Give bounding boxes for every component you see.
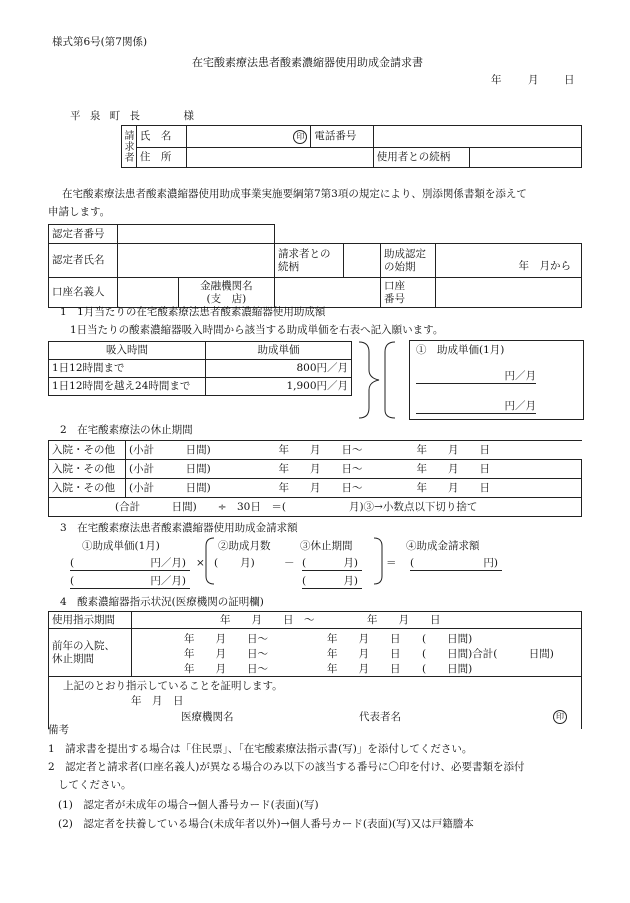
row-price-1: 800円／月 <box>206 360 352 378</box>
cert-number-label: 認定者番号 <box>49 225 118 244</box>
col-header-price: 助成単価 <box>206 342 352 360</box>
intro-text: 在宅酸素療法患者酸素濃縮器使用助成事業実施要綱第7第3項の規定により、別添関係書類を添えて <box>62 188 527 200</box>
cert-name-field[interactable] <box>118 244 275 278</box>
row-time-1: 1日12時間まで <box>49 360 206 378</box>
certification-cell <box>49 677 582 729</box>
bank-label: 金融機関名 (支 店) <box>178 278 274 308</box>
note-1: 1 請求書を提出する場合は「住民票」、「在宅酸素療法指示書(写)」を添付してください。 <box>48 743 473 755</box>
phone-label: 電話番号 <box>311 126 373 148</box>
relation-to-applicant-label: 請求者との 続柄 <box>275 244 344 278</box>
brace-icon <box>355 340 415 420</box>
applicant-table <box>121 125 582 168</box>
relation-label: 使用者との続柄 <box>373 148 469 168</box>
equals-sign: ＝ <box>386 557 397 569</box>
address-label: 住 所 <box>136 148 186 168</box>
form-number: 様式第6号(第7関係) <box>52 36 148 48</box>
certification-table <box>48 224 582 308</box>
col-header-time: 吸入時間 <box>49 342 206 360</box>
start-label: 助成認定 の始期 <box>381 244 436 278</box>
cert-name-label: 認定者氏名 <box>49 244 118 278</box>
pause-row-label-2: 入院・その他 <box>49 460 126 479</box>
relation-to-applicant-field[interactable] <box>344 244 381 278</box>
applicant-vertical-label: 請求者 <box>122 126 137 168</box>
minus-sign: － <box>284 557 295 569</box>
pause-row-2[interactable]: (小計 日間) 年 月 日～ 年 月 日 <box>126 460 582 479</box>
times-sign: × <box>196 557 205 569</box>
unit-price-input-2[interactable]: 円／月 <box>416 400 536 414</box>
unit-price-input-b[interactable]: ( 円／月) <box>70 575 190 589</box>
row-price-2: 1,900円／月 <box>206 378 352 396</box>
unit-price-input-1[interactable]: 円／月 <box>416 370 536 384</box>
pause-row-label-1: 入院・その他 <box>49 441 126 460</box>
unit-price-input-a[interactable]: ( 円／月) <box>70 557 190 571</box>
account-holder-label: 口座名義人 <box>49 278 118 308</box>
date-month: 月 <box>528 74 539 86</box>
prev-period-label: 前年の入院、 休止期間 <box>49 629 132 677</box>
label-unit-price: ①助成単価(1月) <box>82 540 160 552</box>
notes-heading: 備考 <box>48 724 69 736</box>
row-time-2: 1日12時間を越え24時間まで <box>49 378 206 396</box>
address-field[interactable] <box>187 148 373 168</box>
name-field[interactable] <box>187 126 311 148</box>
page-title: 在宅酸素療法患者酸素濃縮器使用助成金請求書 <box>192 56 423 69</box>
cert-number-field[interactable] <box>118 225 275 244</box>
account-holder-field[interactable] <box>118 278 179 308</box>
seal-icon: 印 <box>293 130 307 144</box>
section1-note: 1日当たりの酸素濃縮器吸入時間から該当する助成単価を右表へ記入願います。 <box>70 324 444 336</box>
instruction-table <box>48 611 582 729</box>
note-sub-2: (2) 認定者を扶養している場合(未成年者以外)→個人番号カード(表面)(写)又は戸籍謄本 <box>58 818 474 830</box>
pause-table <box>48 440 582 517</box>
note-sub-1: (1) 認定者が未成年の場合→個人番号カード(表面)(写) <box>58 799 319 811</box>
phone-field[interactable] <box>373 126 581 148</box>
pause-row-3[interactable]: (小計 日間) 年 月 日～ 年 月 日 <box>126 479 582 498</box>
section2-heading: 2 在宅酸素療法の休止期間 <box>60 424 193 436</box>
amount-input[interactable]: ( 円) <box>410 557 502 571</box>
prev-period-field[interactable]: 年 月 日～ 年 月 日～ 年 月 日～ 年 月 日 年 月 日 年 月 日 ( 日間) ( 日間)合計( 日間) ( 日間) <box>132 629 582 677</box>
cert-statement: 上記のとおり指示していることを証明します。 <box>63 680 283 692</box>
bank-field[interactable] <box>275 278 381 308</box>
unit-price-box-title: ① 助成単価(1月) <box>416 344 505 356</box>
label-months: ②助成月数 <box>218 540 271 552</box>
date-day: 日 <box>564 74 575 86</box>
months-input[interactable]: ( 月) <box>214 557 255 569</box>
pause-row-label-3: 入院・その他 <box>49 479 126 498</box>
pause-row-1[interactable]: (小計 日間) 年 月 日～ 年 月 日 <box>126 441 582 460</box>
account-number-label: 口座 番号 <box>381 278 436 308</box>
account-number-field[interactable] <box>436 278 582 308</box>
seal-icon: 印 <box>553 710 567 724</box>
label-amount: ④助成金請求額 <box>406 540 480 552</box>
pause-total-row[interactable]: (合計 日間) ÷ 30日 ＝( 月)③→小数点以下切り捨て <box>49 498 582 517</box>
section3-heading: 3 在宅酸素療法患者酸素濃縮器使用助成金請求額 <box>60 522 298 534</box>
cert-date[interactable]: 年 月 日 <box>131 695 184 707</box>
unit-price-table <box>48 341 352 396</box>
representative-label: 代表者名 <box>359 711 401 723</box>
label-pause: ③休止期間 <box>300 540 353 552</box>
start-field[interactable]: 年 月から <box>436 244 582 278</box>
pause-input-a[interactable]: ( 月) <box>302 557 362 571</box>
relation-field[interactable] <box>469 148 581 168</box>
intro-text-2: 申請します。 <box>48 206 111 218</box>
period-field[interactable]: 年 月 日 ～ 年 月 日 <box>132 612 582 629</box>
note-2: 2 認定者と請求者(口座名義人)が異なる場合のみ以下の該当する番号に〇印を付け、必要書類を添付 <box>48 761 525 773</box>
period-label: 使用指示期間 <box>49 612 132 629</box>
addressee: 平 泉 町 長 様 <box>70 110 198 122</box>
date-year: 年 <box>491 74 502 86</box>
institution-label: 医療機関名 <box>181 711 234 723</box>
note-2-cont: してください。 <box>58 779 132 791</box>
pause-input-b[interactable]: ( 月) <box>302 575 362 589</box>
section1-heading: 1 1月当たりの在宅酸素療法患者酸素濃縮器使用助成額 <box>60 306 326 318</box>
section4-heading: 4 酸素濃縮器指示状況(医療機関の証明欄) <box>60 596 264 608</box>
name-label: 氏 名 <box>136 126 186 148</box>
